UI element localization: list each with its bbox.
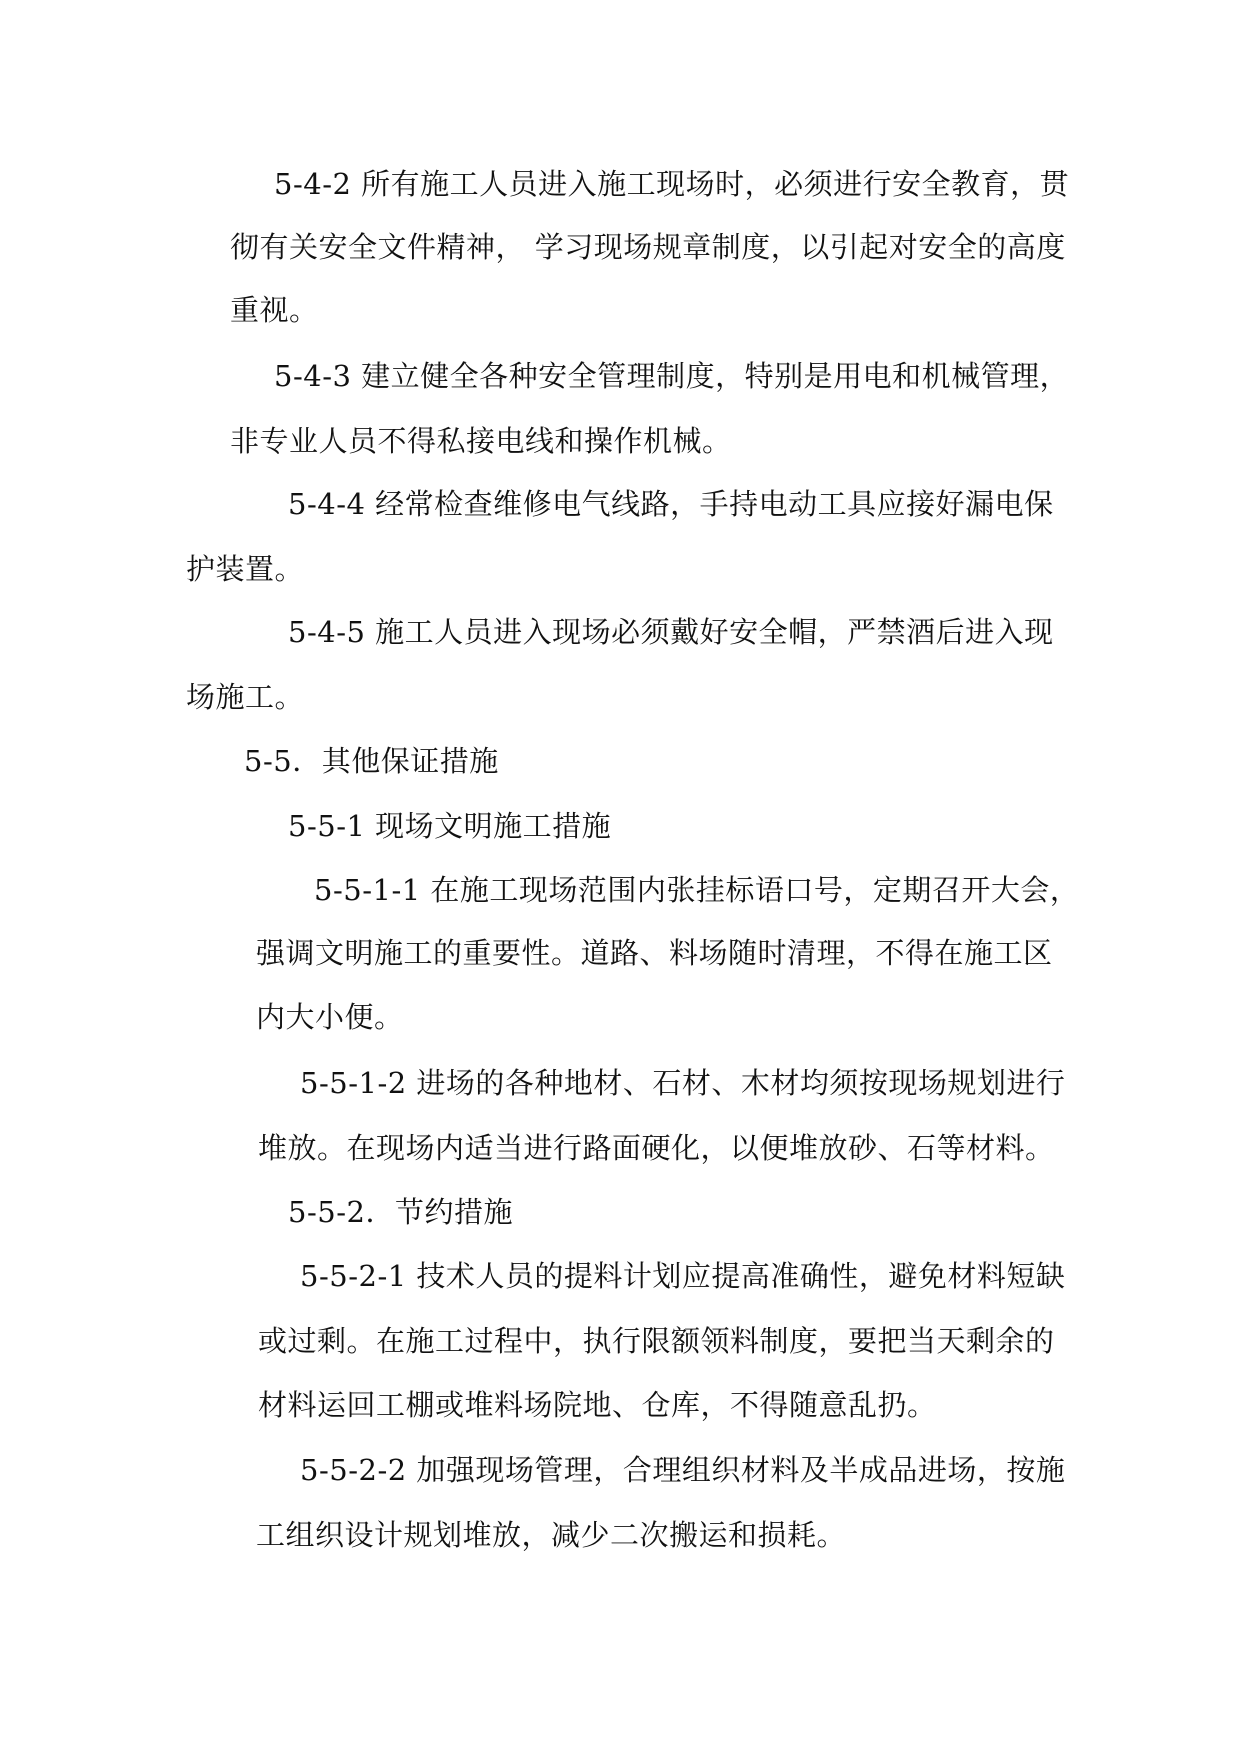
- text-line: 工组织设计规划堆放，减少二次搬运和损耗。: [256, 1518, 847, 1552]
- text-line: 或过剩。在施工过程中，执行限额领料制度，要把当天剩余的: [258, 1324, 1055, 1358]
- text-line: 5-4-5 施工人员进入现场必须戴好安全帽，严禁酒后进入现: [288, 615, 1054, 649]
- text-line: 5-5-2-1 技术人员的提料计划应提高准确性，避免材料短缺: [300, 1259, 1066, 1293]
- text-line: 非专业人员不得私接电线和操作机械。: [230, 424, 732, 458]
- subsection-heading: 5-5-1 现场文明施工措施: [288, 809, 612, 843]
- subsection-heading: 5-5-2．节约措施: [288, 1195, 513, 1229]
- text-line: 5-5-1-2 进场的各种地材、石材、木材均须按现场规划进行: [300, 1066, 1066, 1100]
- text-line: 5-4-4 经常检查维修电气线路，手持电动工具应接好漏电保: [288, 487, 1054, 521]
- text-line: 5-5-1-1 在施工现场范围内张挂标语口号，定期召开大会，: [314, 873, 1080, 907]
- text-line: 5-4-3 建立健全各种安全管理制度，特别是用电和机械管理，: [274, 359, 1070, 393]
- text-line: 重视。: [230, 293, 319, 327]
- text-line: 5-5-2-2 加强现场管理，合理组织材料及半成品进场，按施: [300, 1453, 1066, 1487]
- text-line: 场施工。: [186, 680, 305, 714]
- section-heading: 5-5．其他保证措施: [244, 744, 499, 778]
- text-line: 5-4-2 所有施工人员进入施工现场时，必须进行安全教育，贯: [274, 167, 1070, 201]
- text-line: 强调文明施工的重要性。道路、料场随时清理，不得在施工区: [256, 936, 1053, 970]
- text-line: 内大小便。: [256, 1000, 404, 1034]
- text-line: 堆放。在现场内适当进行路面硬化，以便堆放砂、石等材料。: [258, 1131, 1055, 1165]
- text-line: 材料运回工棚或堆料场院地、仓库，不得随意乱扔。: [258, 1388, 937, 1422]
- text-line: 护装置。: [186, 552, 305, 586]
- text-line: 彻有关安全文件精神， 学习现场规章制度，以引起对安全的高度: [230, 230, 1066, 264]
